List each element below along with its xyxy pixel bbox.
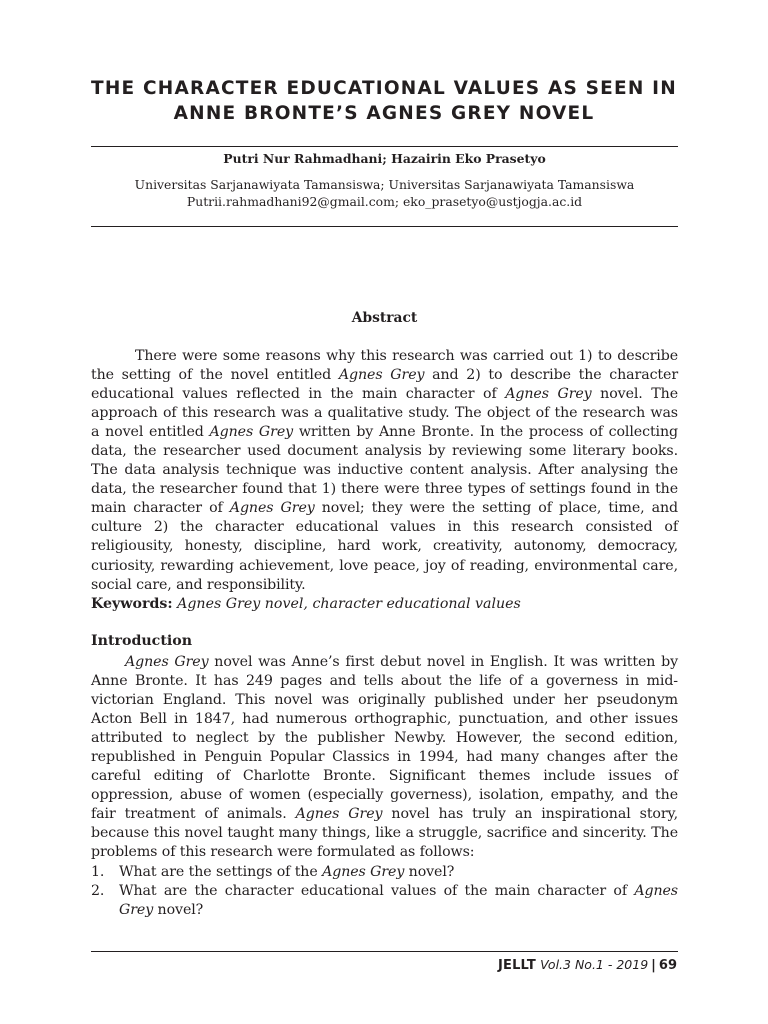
novel-title-italic: Agnes Grey: [125, 654, 209, 670]
emails: Putrii.rahmadhani92@gmail.com; eko_prasetyo@ustjogja.ac.id: [186, 194, 583, 209]
question-text: What are the character educational values of the main character of: [119, 882, 635, 899]
novel-title-italic: Agnes Grey: [338, 367, 425, 384]
introduction-section: [91, 653, 678, 920]
abstract-text: novel. The approach of this research was a qualitative study. The object of the research was a novel entitled: [91, 386, 678, 441]
question-text: What are the settings of the: [119, 863, 323, 880]
abstract-text: There were some reasons why this research was carried out 1) to describe the setting of the novel entitled: [91, 348, 678, 384]
abstract-paragraph: [91, 347, 678, 595]
page-footer: [498, 955, 677, 976]
author-details: [91, 176, 678, 210]
novel-title-italic: Agnes Grey: [119, 882, 678, 918]
keywords-line: [91, 595, 678, 614]
header-top-rule: [91, 146, 678, 147]
affiliations: Universitas Sarjanawiyata Tamansiswa; Universitas Sarjanawiyata Tamansiswa: [134, 177, 635, 192]
introduction-text: novel has truly an inspirational story, because this novel taught many things, like a struggle, sacrifice and sincerity. The problems of this research were formulated as follows:: [91, 806, 678, 861]
abstract-text: and 2) to describe the character educational values reflected in the main character of: [91, 367, 678, 403]
page-number: 69: [658, 958, 677, 973]
question-text: novel?: [153, 901, 204, 918]
list-item-number: 2.: [91, 882, 105, 899]
list-item: [91, 882, 678, 920]
novel-title-italic: Agnes Grey: [505, 386, 592, 403]
introduction-paragraph: [91, 653, 678, 863]
abstract-text: written by Anne Bronte. In the process of collecting data, the researcher used document analysis by reviewing some literary books. The data analysis technique was inductive content analysis. After analysing the data, the researcher found that 1) there were three types of settings found in the main character of: [91, 424, 678, 517]
research-questions-list: [91, 863, 678, 920]
novel-title-italic: Agnes Grey: [229, 500, 315, 517]
abstract-text: novel; they were the setting of place, time, and culture 2) the character educational values in this research consisted of religiousity, honesty, discipline, hard work, creativity, autonomy, democracy, curiosity, rewarding achievement, love peace, joy of reading, environmental care, social care, and responsibility.: [91, 500, 679, 593]
journal-name: JELLT: [497, 958, 536, 973]
list-item: [91, 863, 678, 882]
header-bottom-rule: [91, 226, 678, 227]
keywords-values: Agnes Grey novel, character educational values: [177, 596, 521, 612]
keywords-label: Keywords:: [91, 596, 173, 612]
introduction-text: novel was Anne’s first debut novel in English. It was written by Anne Bronte. It has 249 pages and tells about the life of a governess in mid-victorian England. This novel was originally published under her pseudonym Acton Bell in 1847, had numerous orthographic, punctuation, and other issues attributed to neglect by the publisher Newby. However, the second edition, republished in Penguin Popular Classics in 1994, had many changes after the careful editing of Charlotte Bronte. Significant themes include issues of oppression, abuse of women (especially governess), isolation, empathy, and the fair treatment of animals.: [91, 654, 678, 823]
volume-info: Vol.3 No.1 - 2019: [540, 957, 649, 972]
author-names: Putri Nur Rahmadhani; Hazairin Eko Prasetyo: [223, 151, 546, 166]
footer-separator: |: [651, 958, 656, 973]
novel-title-italic: Agnes Grey: [209, 424, 294, 441]
question-text: novel?: [404, 863, 455, 880]
paper-title: THE CHARACTER EDUCATIONAL VALUES AS SEEN IN ANNE BRONTE’S AGNES GREY NOVEL: [91, 78, 677, 124]
footer-rule: [91, 951, 678, 952]
novel-title-italic: Agnes Grey: [322, 863, 405, 880]
introduction-heading: Introduction: [91, 633, 193, 649]
list-item-number: 1.: [91, 863, 105, 880]
abstract-heading: Abstract: [351, 310, 418, 326]
novel-title-italic: Agnes Grey: [295, 806, 383, 823]
